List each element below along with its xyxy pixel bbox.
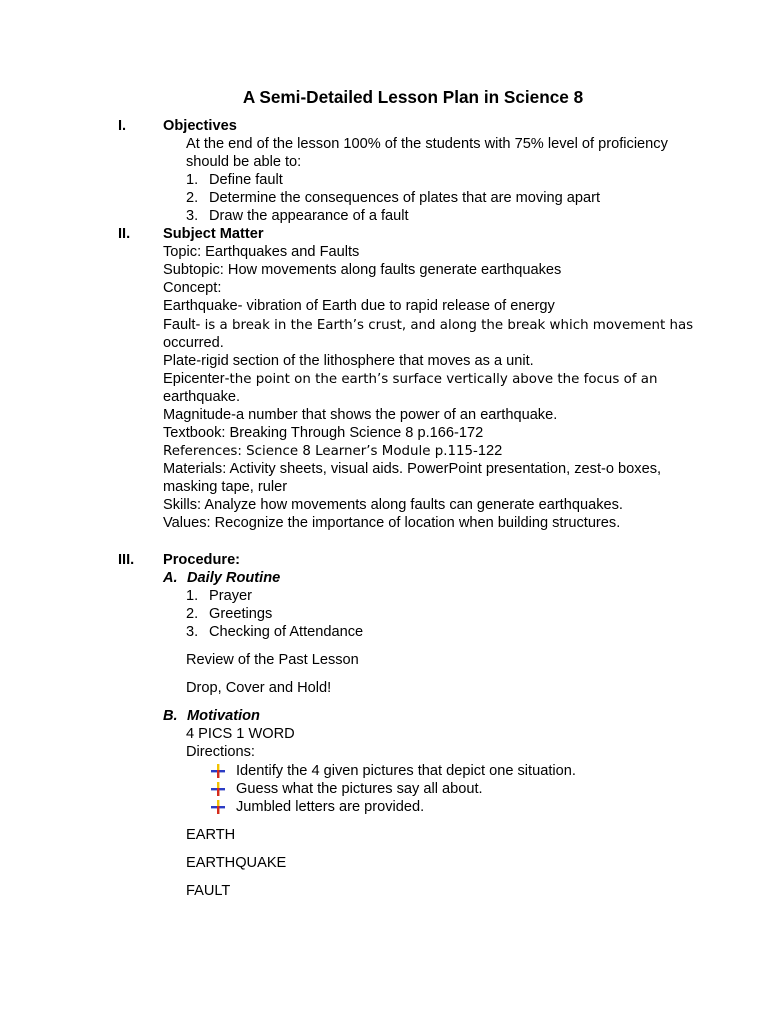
objective-text: Draw the appearance of a fault <box>209 208 409 224</box>
objective-item <box>186 189 600 207</box>
materials-line1: Materials: Activity sheets, visual aids. PowerPoint presentation, zest-o boxes, <box>163 461 662 477</box>
objective-number: 2. <box>186 190 199 206</box>
cross-bullet-icon <box>211 800 225 814</box>
document-title: A Semi-Detailed Lesson Plan in Science 8 <box>242 87 584 107</box>
daily-routine-heading <box>163 569 280 587</box>
textbook-line: Textbook: Breaking Through Science 8 p.166-172 <box>163 425 484 441</box>
answer-word: EARTH <box>186 827 236 843</box>
fault-term: Fault- <box>163 317 201 333</box>
epicenter-definition <box>163 370 657 389</box>
section-numeral-subject-matter: II. <box>118 226 131 242</box>
routine-number: 3. <box>186 624 199 640</box>
references-line <box>163 442 502 461</box>
direction-item: Identify the 4 given pictures that depict one situation. <box>236 763 576 779</box>
objectives-heading: Objectives <box>163 118 237 134</box>
directions-label: Directions: <box>186 744 255 760</box>
epicenter-term: Epicenter- <box>163 371 230 387</box>
objective-number: 1. <box>186 172 199 188</box>
routine-item <box>186 623 363 641</box>
fault-definition-text: is a break in the Earth’s crust, and along the break which movement has <box>200 318 694 333</box>
routine-number: 2. <box>186 606 199 622</box>
materials-line2: masking tape, ruler <box>163 479 288 495</box>
concept-label: Concept: <box>163 280 222 296</box>
section-numeral-procedure: III. <box>118 552 135 568</box>
cross-bullet-icon <box>211 782 225 796</box>
objectives-intro-line2: should be able to: <box>186 154 302 170</box>
subject-matter-heading: Subject Matter <box>163 226 264 242</box>
routine-item <box>186 587 252 605</box>
motivation-heading <box>163 707 260 725</box>
motivation-label: B. <box>163 708 178 724</box>
answer-word: EARTHQUAKE <box>186 855 287 871</box>
subtopic-line: Subtopic: How movements along faults generate earthquakes <box>163 262 562 278</box>
epicenter-definition-text: the point on the earth’s surface vertically above the focus of an <box>229 372 658 387</box>
values-line: Values: Recognize the importance of location when building structures. <box>163 515 621 531</box>
fault-definition <box>163 316 693 335</box>
objective-text: Define fault <box>209 172 283 188</box>
objective-text: Determine the consequences of plates that are moving apart <box>209 190 601 206</box>
routine-item <box>186 605 272 623</box>
references-text: References: Science 8 Learner’s Module p.115- <box>163 444 478 459</box>
procedure-heading: Procedure: <box>163 552 241 568</box>
topic-line: Topic: Earthquakes and Faults <box>163 244 360 260</box>
activity-name: 4 PICS 1 WORD <box>186 726 295 742</box>
routine-text: Checking of Attendance <box>209 624 364 640</box>
direction-item: Guess what the pictures say all about. <box>236 781 483 797</box>
drop-cover-hold: Drop, Cover and Hold! <box>186 680 332 696</box>
fault-definition-continued: occurred. <box>163 335 224 351</box>
daily-routine-title: Daily Routine <box>187 570 281 586</box>
review-past-lesson: Review of the Past Lesson <box>186 652 359 668</box>
routine-text: Greetings <box>209 606 273 622</box>
daily-routine-label: A. <box>163 570 178 586</box>
references-page-end: 122 <box>477 443 503 459</box>
answer-word: FAULT <box>186 883 231 899</box>
motivation-title: Motivation <box>187 708 260 724</box>
objective-item <box>186 207 409 225</box>
routine-text: Prayer <box>209 588 252 604</box>
cross-bullet-icon <box>211 764 225 778</box>
magnitude-definition: Magnitude-a number that shows the power of an earthquake. <box>163 407 558 423</box>
section-numeral-objectives: I. <box>118 118 127 134</box>
epicenter-definition-continued: earthquake. <box>163 389 241 405</box>
skills-line: Skills: Analyze how movements along faults can generate earthquakes. <box>163 497 623 513</box>
objectives-intro-line1: At the end of the lesson 100% of the students with 75% level of proficiency <box>186 136 668 152</box>
direction-item: Jumbled letters are provided. <box>236 799 425 815</box>
objective-item <box>186 171 283 189</box>
routine-number: 1. <box>186 588 199 604</box>
plate-definition: Plate-rigid section of the lithosphere that moves as a unit. <box>163 353 534 369</box>
earthquake-definition: Earthquake- vibration of Earth due to rapid release of energy <box>163 298 555 314</box>
objective-number: 3. <box>186 208 199 224</box>
